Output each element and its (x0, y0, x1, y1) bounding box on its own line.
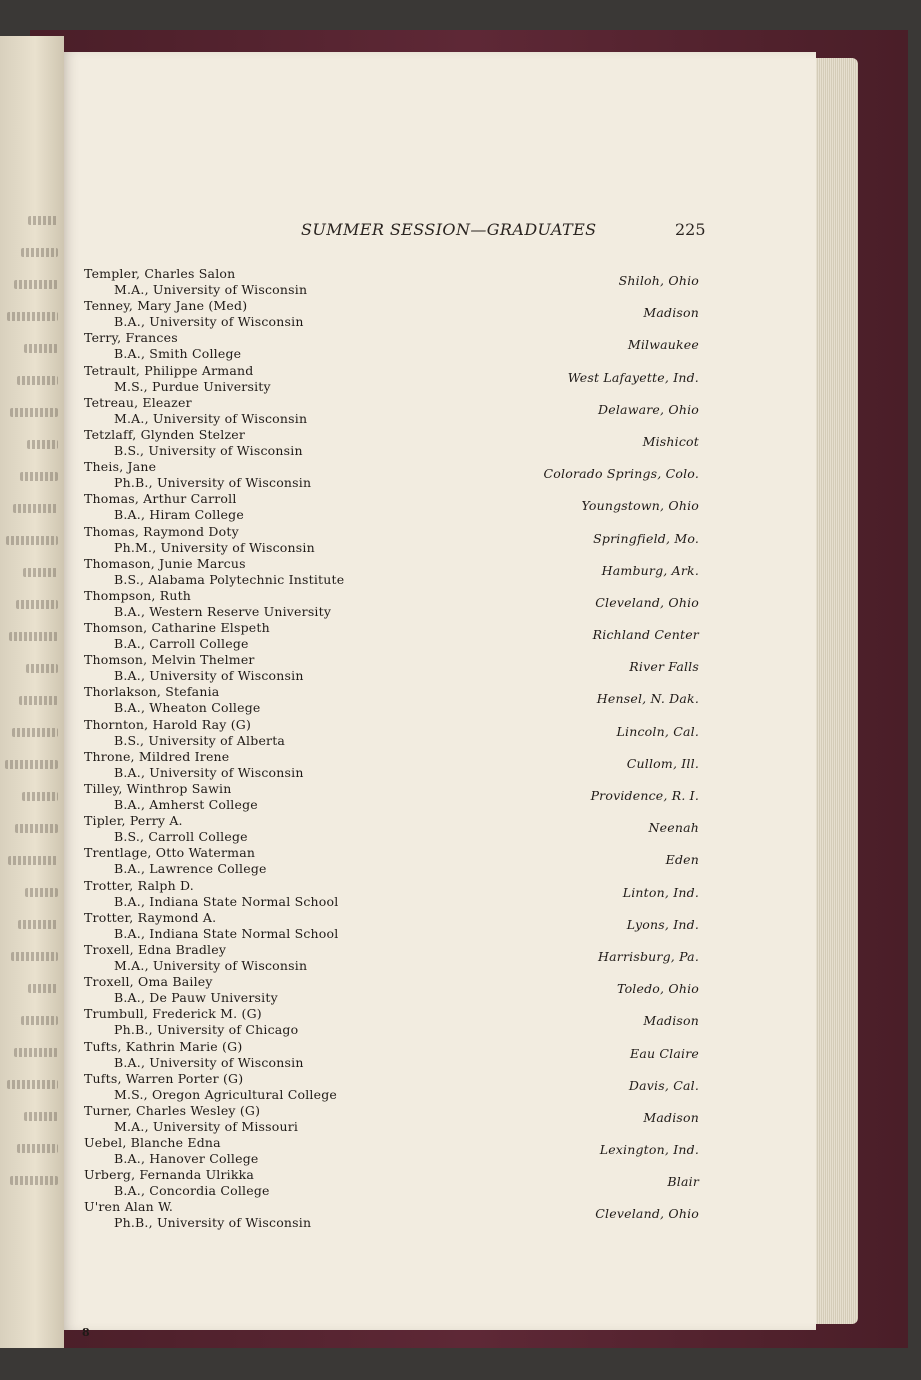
graduate-hometown: Davis, Cal. (628, 1077, 699, 1093)
graduate-degree: B.A., Amherst College (114, 797, 258, 812)
graduate-name: Throne, Mildred Irene (84, 748, 230, 764)
graduate-hometown: Madison (643, 1013, 699, 1029)
graduate-name: Trumbull, Frederick M. (G) (84, 1006, 262, 1022)
graduate-hometown: Milwaukee (627, 337, 699, 353)
show-through-mark (8, 856, 58, 865)
list-item (84, 781, 704, 813)
list-item (84, 878, 704, 910)
graduate-degree: B.A., Carroll College (114, 636, 249, 652)
graduate-hometown: Cleveland, Ohio (595, 594, 699, 610)
graduate-degree: B.A., Lawrence College (114, 861, 267, 877)
graduate-degree: B.A., Concordia College (114, 1183, 270, 1199)
list-item (84, 1199, 704, 1231)
graduate-hometown: Neenah (648, 820, 699, 836)
graduate-hometown: Delaware, Ohio (598, 401, 699, 417)
graduate-degree: Ph.B., University of Wisconsin (114, 475, 312, 491)
graduate-hometown: River Falls (629, 659, 699, 675)
graduate-degree: B.S., University of Wisconsin (114, 442, 303, 458)
graduate-name: Tufts, Kathrin Marie (G) (84, 1038, 243, 1054)
graduate-degree: B.S., Carroll College (114, 829, 248, 845)
running-header (64, 220, 816, 244)
list-item (84, 910, 704, 942)
graduate-name: Trentlage, Otto Waterman (84, 845, 256, 861)
show-through-mark (25, 888, 58, 897)
show-through-mark (21, 1016, 58, 1025)
show-through-mark (22, 792, 58, 801)
graduate-hometown: Hamburg, Ark. (601, 562, 699, 578)
graduate-degree: B.S., University of Alberta (114, 732, 286, 748)
graduate-hometown: Providence, R. I. (590, 788, 699, 803)
show-through-mark (24, 1112, 58, 1121)
list-item (84, 652, 704, 684)
list-item (84, 556, 704, 588)
graduate-hometown: Richland Center (592, 627, 699, 643)
show-through-mark (5, 760, 58, 769)
graduate-name: Tufts, Warren Porter (G) (84, 1070, 244, 1086)
graduate-degree: B.A., Indiana State Normal School (114, 925, 339, 941)
show-through-mark (17, 1144, 58, 1153)
list-item (84, 620, 704, 652)
graduate-degree: B.A., Western Reserve University (114, 603, 332, 619)
show-through-mark (7, 312, 58, 321)
graduate-name: Troxell, Edna Bradley (84, 941, 227, 957)
list-item (84, 1135, 704, 1167)
graduate-name: U'ren Alan W. (84, 1199, 174, 1215)
graduate-hometown: Lyons, Ind. (626, 916, 699, 932)
graduate-name: Tipler, Perry A. (84, 813, 183, 829)
graduate-hometown: Colorado Springs, Colo. (543, 466, 699, 482)
graduate-degree: B.A., De Pauw University (114, 990, 278, 1006)
list-item (84, 459, 704, 491)
graduate-name: Terry, Frances (84, 330, 178, 346)
graduate-degree: B.A., University of Wisconsin (114, 668, 304, 684)
graduate-degree: B.A., Smith College (114, 346, 242, 362)
graduate-name: Tetreau, Eleazer (84, 394, 192, 410)
list-item (84, 427, 704, 459)
graduate-hometown: Springfield, Mo. (593, 530, 699, 546)
list-item (84, 363, 704, 395)
show-through-mark (7, 1080, 58, 1089)
graduate-name: Thomas, Arthur Carroll (84, 491, 237, 507)
graduate-hometown: Mishicot (642, 433, 699, 449)
graduate-hometown: Harrisburg, Pa. (598, 948, 699, 964)
graduate-degree: B.A., University of Wisconsin (114, 764, 304, 780)
graduate-degree: B.A., University of Wisconsin (114, 1054, 304, 1070)
graduate-hometown: Madison (643, 1109, 699, 1125)
show-through-mark (14, 1048, 58, 1057)
show-through-mark (10, 1176, 58, 1185)
graduate-name: Thomas, Raymond Doty (84, 523, 239, 539)
graduate-name: Tilley, Winthrop Sawin (84, 781, 232, 796)
graduate-hometown: Youngstown, Ohio (581, 498, 699, 514)
show-through-mark (28, 216, 58, 225)
graduate-degree: M.S., Purdue University (114, 378, 271, 394)
graduate-hometown: West Lafayette, Ind. (567, 369, 699, 385)
graduate-degree: M.A., University of Wisconsin (114, 410, 308, 426)
graduate-degree: B.S., Alabama Polytechnic Institute (114, 571, 345, 587)
graduate-degree: M.A., University of Wisconsin (114, 957, 308, 973)
show-through-mark (26, 664, 58, 673)
graduate-hometown: Lincoln, Cal. (616, 723, 699, 739)
list-item (84, 1039, 704, 1071)
list-item (84, 845, 704, 877)
book-page (64, 52, 816, 1339)
graduate-name: Thomason, Junie Marcus (84, 555, 246, 571)
running-title: SUMMER SESSION—GRADUATES (301, 220, 597, 239)
list-item (84, 491, 704, 523)
list-item (84, 1103, 704, 1135)
list-item (84, 330, 704, 362)
graduate-name: Thornton, Harold Ray (G) (84, 716, 252, 732)
graduate-name: Thorlakson, Stefania (84, 684, 220, 700)
show-through-mark (6, 536, 58, 545)
graduate-degree: Ph.B., University of Wisconsin (114, 1215, 312, 1231)
list-item (84, 974, 704, 1006)
graduate-hometown: Hensel, N. Dak. (596, 691, 699, 707)
graduate-name: Trotter, Raymond A. (84, 909, 217, 925)
graduate-hometown: Eden (665, 852, 699, 868)
graduate-degree: B.A., Hanover College (114, 1151, 259, 1167)
list-item (84, 813, 704, 845)
list-item (84, 749, 704, 781)
graduate-name: Thomson, Catharine Elspeth (84, 620, 270, 636)
show-through-mark (12, 728, 58, 737)
show-through-mark (16, 600, 58, 609)
graduate-name: Templer, Charles Salon (84, 266, 236, 281)
graduate-name: Theis, Jane (84, 459, 157, 475)
graduate-hometown: Madison (643, 305, 699, 321)
list-item (84, 298, 704, 330)
graduate-degree: B.A., Wheaton College (114, 700, 261, 716)
list-item (84, 524, 704, 556)
graduate-name: Urberg, Fernanda Ulrikka (84, 1167, 255, 1183)
graduate-hometown: Shiloh, Ohio (618, 273, 699, 288)
show-through-mark (15, 824, 58, 833)
show-through-mark (9, 632, 58, 641)
list-item (84, 684, 704, 716)
graduate-list (84, 266, 704, 1232)
list-item (84, 266, 704, 298)
page-block-edge (816, 58, 858, 1324)
graduate-hometown: Cleveland, Ohio (595, 1206, 699, 1222)
show-through-mark (24, 344, 58, 353)
graduate-hometown: Lexington, Ind. (599, 1142, 699, 1158)
graduate-hometown: Toledo, Ohio (617, 981, 699, 997)
graduate-name: Thomson, Melvin Thelmer (84, 652, 255, 668)
page-number: 225 (675, 220, 706, 239)
graduate-name: Tenney, Mary Jane (Med) (84, 298, 248, 314)
signature-mark: 8 (82, 1326, 90, 1339)
show-through-mark (19, 696, 58, 705)
show-through-mark (23, 568, 58, 577)
graduate-hometown: Blair (667, 1174, 699, 1190)
show-through-mark (17, 376, 58, 385)
graduate-name: Trotter, Ralph D. (84, 877, 194, 893)
list-item (84, 1006, 704, 1038)
graduate-hometown: Cullom, Ill. (626, 755, 699, 771)
list-item (84, 717, 704, 749)
show-through-mark (13, 504, 58, 513)
previous-page-edge (0, 36, 64, 1348)
show-through-mark (20, 472, 58, 481)
show-through-mark (28, 984, 58, 993)
graduate-hometown: Linton, Ind. (622, 884, 699, 900)
list-item (84, 1167, 704, 1199)
graduate-degree: M.A., University of Wisconsin (114, 282, 308, 297)
graduate-name: Tetzlaff, Glynden Stelzer (84, 426, 246, 442)
graduate-name: Thompson, Ruth (84, 587, 192, 603)
graduate-hometown: Eau Claire (630, 1045, 699, 1061)
graduate-name: Troxell, Oma Bailey (84, 974, 213, 990)
list-item (84, 942, 704, 974)
graduate-degree: M.A., University of Missouri (114, 1118, 299, 1134)
list-item (84, 588, 704, 620)
list-item (84, 1071, 704, 1103)
graduate-name: Uebel, Blanche Edna (84, 1135, 221, 1151)
graduate-degree: Ph.M., University of Wisconsin (114, 539, 315, 555)
show-through-mark (11, 952, 58, 961)
graduate-degree: B.A., University of Wisconsin (114, 314, 304, 330)
show-through-mark (14, 280, 58, 289)
graduate-name: Turner, Charles Wesley (G) (84, 1102, 261, 1118)
graduate-degree: M.S., Oregon Agricultural College (114, 1086, 337, 1102)
show-through-mark (27, 440, 58, 449)
show-through-mark (10, 408, 58, 417)
show-through-mark (21, 248, 58, 257)
graduate-degree: Ph.B., University of Chicago (114, 1022, 299, 1038)
graduate-name: Tetrault, Philippe Armand (84, 362, 254, 378)
list-item (84, 395, 704, 427)
show-through-mark (18, 920, 58, 929)
graduate-degree: B.A., Hiram College (114, 507, 244, 523)
graduate-degree: B.A., Indiana State Normal School (114, 893, 339, 909)
